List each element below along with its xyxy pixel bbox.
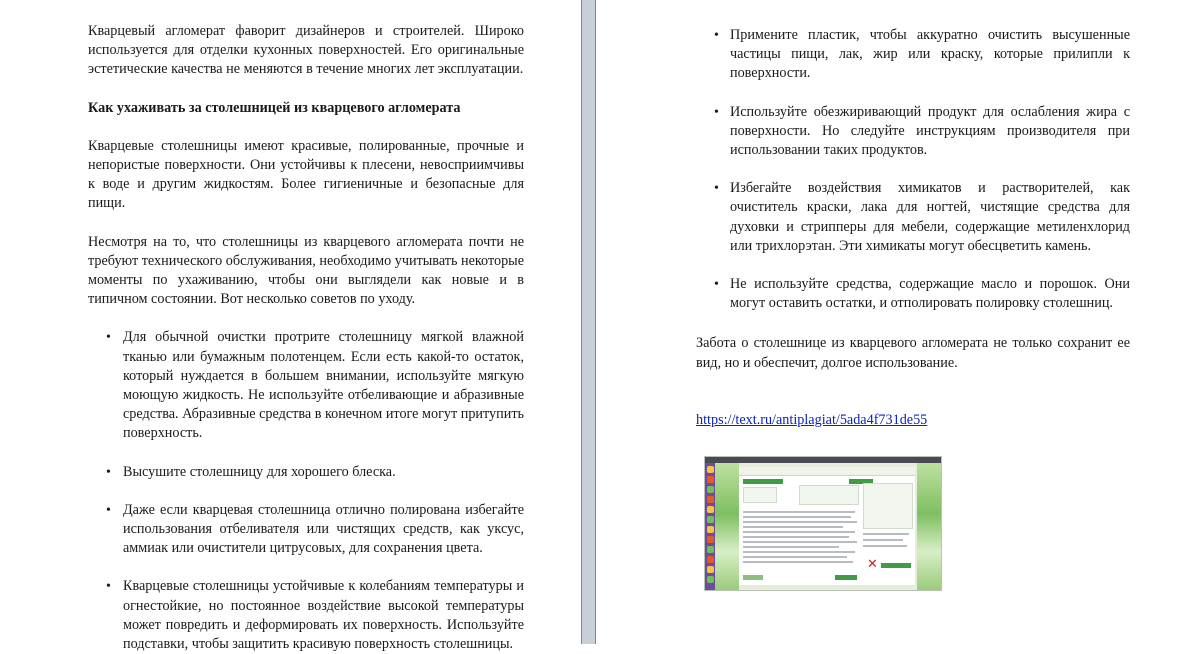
page-gutter: [581, 0, 596, 644]
paragraph-properties: Кварцевые столешницы имеют красивые, полированные, прочные и непористые поверхности. Они устойчивы к плесени, невосприимчивы к воде и другим жидкостям. Более гигиеничные и безопасные для пищи.: [88, 137, 524, 212]
close-icon: ✕: [867, 557, 878, 572]
list-item: • Даже если кварцевая столешница отлично полирована избегайте использования отбеливателя или чистящих средств, как уксус, аммиак или очистители цитрусовых, для сохранения цвета.: [88, 501, 524, 559]
list-item: • Высушите столешницу для хорошего блеска.: [88, 463, 524, 482]
embedded-screenshot-image: [704, 456, 942, 591]
list-item: • Используйте обезжиривающий продукт для ослабления жира с поверхности. Но следуйте инструкциям производителя при использовании таких продуктов.: [696, 103, 1130, 161]
conclusion-paragraph: Забота о столешнице из кварцевого агломерата не только сохранит ее вид, но и обеспечит, долгое использование.: [696, 335, 1130, 371]
intro-paragraph: Кварцевый агломерат фаворит дизайнеров и строителей. Широко используется для отделки кухонных поверхностей. Его оригинальные эстетические качества не меняются в течение многих лет эксплуатации.: [88, 23, 524, 78]
paragraph-care: Несмотря на то, что столешницы из кварцевого агломерата почти не требуют технического обслуживания, необходимо учитывать некоторые моменты по ухаживанию, чтобы они выглядели как новые и в типичном состоянии. Вот несколько советов по уходу.: [88, 233, 524, 308]
embedded-webpage: [739, 467, 915, 585]
section-heading: Как ухаживать за столешницей из кварцевого агломерата: [88, 99, 461, 116]
launcher-sidebar: [705, 463, 715, 590]
document-page-left: [0, 0, 581, 653]
list-item: • Кварцевые столешницы устойчивые к колебаниям температуры и огнестойкие, но постоянное воздействие высокой температуры может повредить и деформировать их поверхность. Используйте подставки, чтобы защитить красивую поверхность столешницы.: [88, 577, 524, 654]
care-tips-list-continued: [696, 26, 1130, 313]
list-item: • Примените пластик, чтобы аккуратно очистить высушенные частицы пищи, лак, жир или краску, которые прилипли к поверхности.: [696, 26, 1130, 84]
list-item: • Не используйте средства, содержащие масло и порошок. Они могут оставить остатки, и отполировать полировку столешниц.: [696, 275, 1130, 313]
list-item: • Для обычной очистки протрите столешницу мягкой влажной тканью или бумажным полотенцем. Если есть какой-то остаток, который нуждается в большем внимании, используйте мягкую моющую жидкость. Не используйте отбеливающие и абразивные средства. Абразивные средства в конечном итоге могут притупить поверхность.: [88, 328, 524, 443]
antiplagiat-link[interactable]: https://text.ru/antiplagiat/5ada4f731de55: [696, 411, 928, 428]
document-page-right: [596, 0, 1177, 644]
list-item: • Избегайте воздействия химикатов и растворителей, как очиститель краски, лака для ногтей, чистящие средства для духовки и стрипперы для мебели, содержащие метиленхлорид или трихлорэтан. Эти химикаты могут обесцветить камень.: [696, 179, 1130, 256]
care-tips-list: [88, 328, 524, 654]
